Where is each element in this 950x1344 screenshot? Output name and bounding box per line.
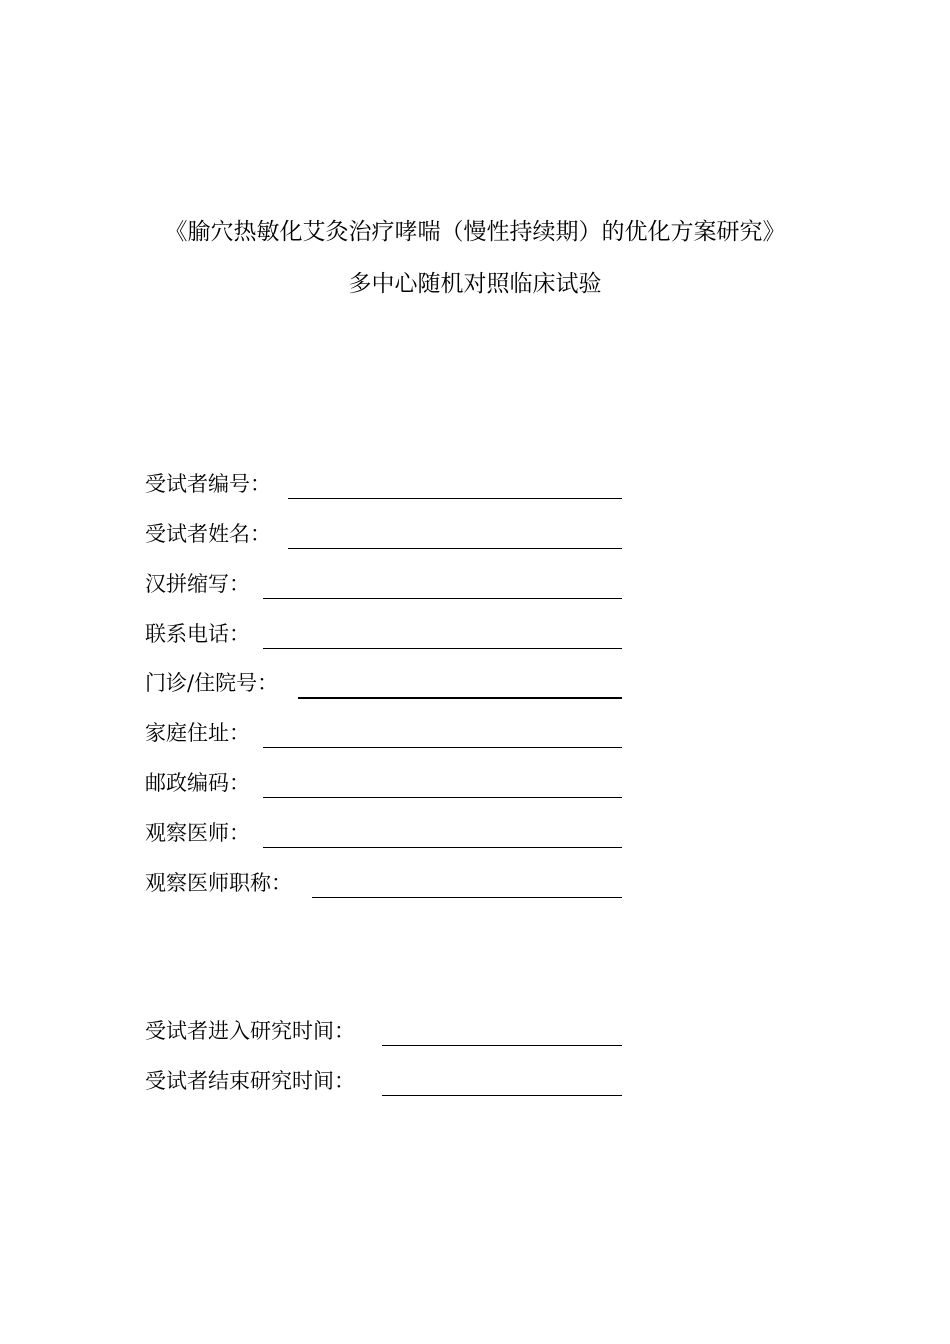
postal-code-line[interactable] [263,797,622,798]
field-study-end-time [145,1065,355,1097]
field-observing-physician [145,817,250,849]
field-label: 家庭住址： [145,721,250,745]
field-label: 联系电话： [145,622,250,646]
field-physician-title [145,867,292,899]
field-label: 受试者编号： [145,472,271,496]
study-end-time-line[interactable] [382,1095,622,1096]
study-entry-time-line[interactable] [382,1045,622,1046]
observing-physician-line[interactable] [263,847,622,848]
field-phone [145,618,250,650]
title-line-1: 《腧穴热敏化艾灸治疗哮喘（慢性持续期）的优化方案研究》 [164,219,786,245]
field-subject-number [145,468,271,500]
title-line-2: 多中心随机对照临床试验 [348,271,602,297]
field-label: 受试者结束研究时间： [145,1069,355,1093]
field-outpatient-number [145,667,278,699]
field-label: 受试者姓名： [145,522,271,546]
subject-name-line[interactable] [288,548,622,549]
pinyin-abbr-line[interactable] [263,598,622,599]
field-label: 受试者进入研究时间： [145,1019,355,1043]
outpatient-number-line[interactable] [298,697,622,699]
field-label: 观察医师： [145,821,250,845]
field-postal-code [145,767,250,799]
field-pinyin-abbr [145,568,250,600]
physician-title-line[interactable] [312,897,622,898]
home-address-line[interactable] [263,747,622,748]
phone-line[interactable] [263,648,622,649]
field-study-entry-time [145,1015,355,1047]
field-label: 门诊/住院号： [145,671,279,695]
field-label: 观察医师职称： [145,871,292,895]
subject-number-line[interactable] [288,498,622,499]
field-label: 邮政编码： [145,771,250,795]
field-subject-name [145,518,271,550]
field-home-address [145,717,250,749]
field-label: 汉拼缩写： [145,572,250,596]
